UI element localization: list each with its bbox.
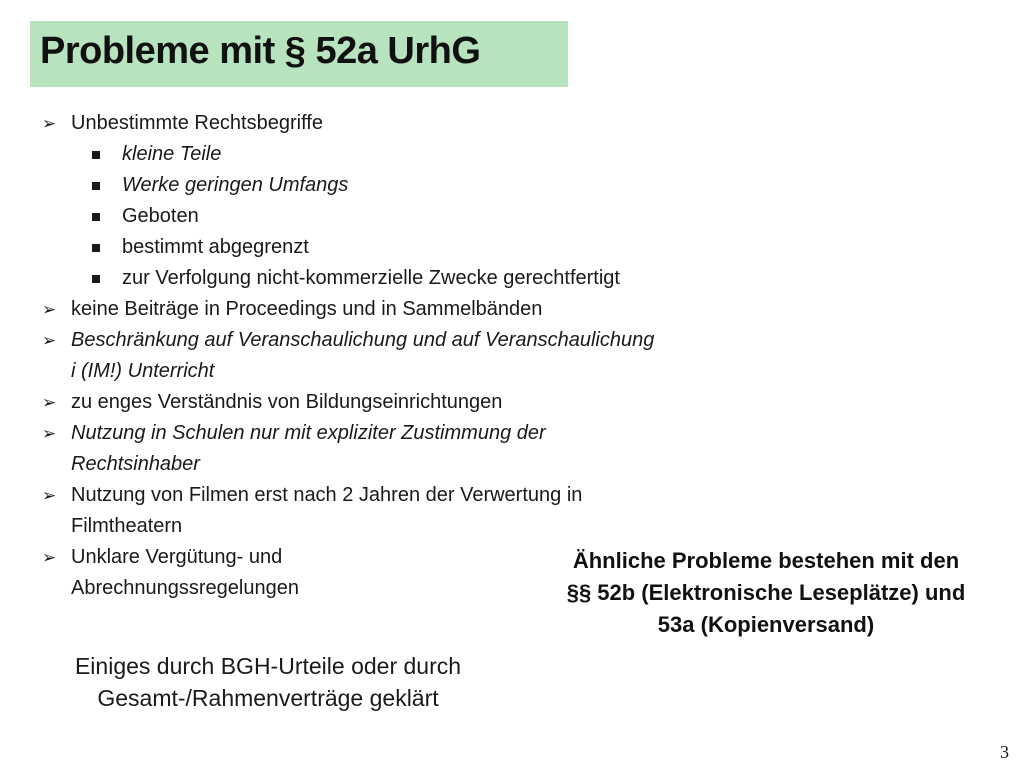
bullet-item: Unbestimmte Rechtsbegriffe [71,112,323,134]
sub-bullet-item: Werke geringen Umfangs [122,174,349,196]
arrow-bullet-icon: ➢ [42,548,57,567]
arrow-bullet-icon: ➢ [42,486,57,505]
arrow-bullet-icon: ➢ [42,331,57,350]
callout-right-line: §§ 52b (Elektronische Leseplätze) und [566,580,966,605]
arrow-bullet-icon: ➢ [42,114,57,133]
bullet-item: Filmtheatern [71,515,183,537]
bullet-item: Nutzung von Filmen erst nach 2 Jahren der Verwertung in [71,484,583,506]
arrow-bullet-icon: ➢ [42,393,57,412]
sub-bullet-item: bestimmt abgegrenzt [122,236,309,258]
square-bullet-icon [92,151,100,159]
callout-left-line: Gesamt-/Rahmenverträge geklärt [97,685,439,711]
callout-right-line: 53a (Kopienversand) [657,612,875,637]
bullet-item: zu enges Verständnis von Bildungseinrichtungen [71,391,503,413]
sub-bullet-item: kleine Teile [122,143,222,165]
slide-title: Probleme mit § 52a UrhG [40,30,481,72]
bullet-item: Beschränkung auf Veranschaulichung und auf Veranschaulichung [71,329,655,351]
bullet-item: Abrechnungssregelungen [71,577,299,599]
square-bullet-icon [92,275,100,283]
callout-right-line: Ähnliche Probleme bestehen mit den [572,548,960,573]
sub-bullet-item: zur Verfolgung nicht-kommerzielle Zwecke gerechtfertigt [122,267,620,289]
bullet-item: keine Beiträge in Proceedings und in Sammelbänden [71,298,543,320]
bullet-item: Rechtsinhaber [71,453,200,475]
square-bullet-icon [92,182,100,190]
callout-similar-problems [526,545,1006,641]
page-number: 3 [1000,742,1009,762]
arrow-bullet-icon: ➢ [42,424,57,443]
bullet-item: Nutzung in Schulen nur mit expliziter Zustimmung der [71,422,546,444]
square-bullet-icon [92,213,100,221]
bullet-item: Unklare Vergütung- und [71,546,283,568]
square-bullet-icon [92,244,100,252]
sub-bullet-item: Geboten [122,205,199,227]
bullet-item: i (IM!) Unterricht [71,360,215,382]
callout-left-line: Einiges durch BGH-Urteile oder durch [74,653,462,679]
callout-resolved [28,650,508,714]
arrow-bullet-icon: ➢ [42,300,57,319]
